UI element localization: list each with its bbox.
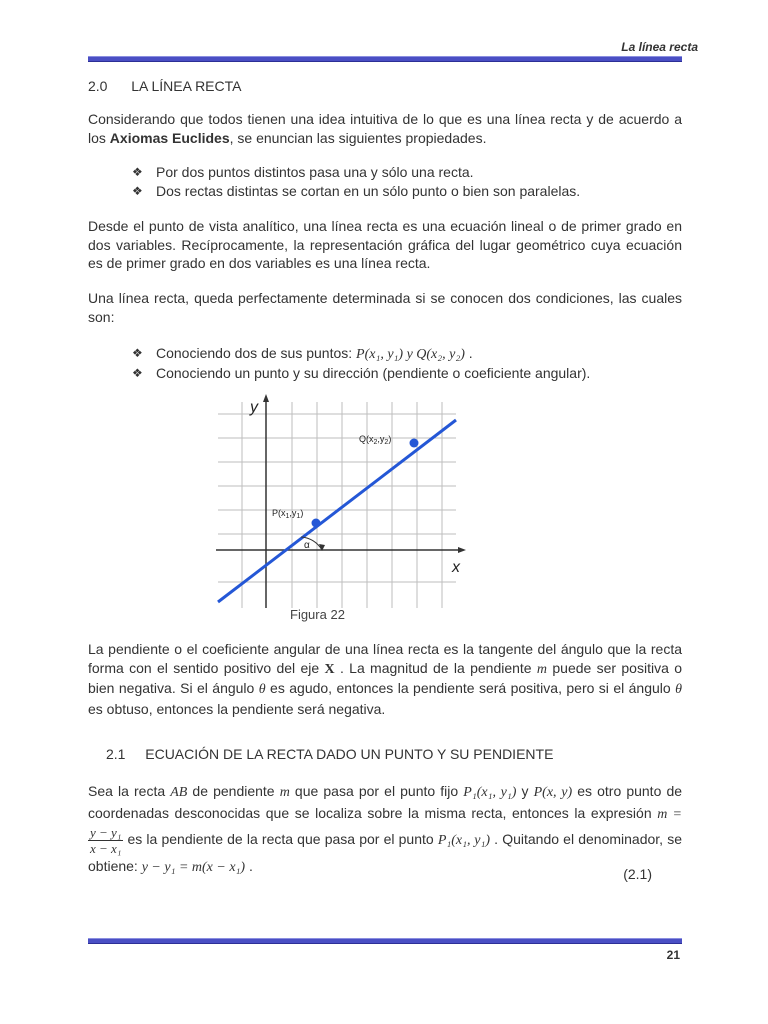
points-formula: P(x₁, y₁) y Q(x₂, y₂) <box>356 347 465 362</box>
intro-paragraph <box>88 110 682 147</box>
y-axis-label: y <box>250 399 258 416</box>
point-p-label: $P(x_1,y_1)$ <box>272 508 304 520</box>
bullet-icon: ❖ <box>132 346 143 360</box>
conditions-intro-paragraph: Una línea recta, queda perfectamente determinada si se conocen dos condiciones, las cuales son: <box>88 290 682 325</box>
m-symbol: m <box>536 661 548 677</box>
conditions-list <box>132 344 692 383</box>
analytic-paragraph: Desde el punto de vista analítico, una línea recta es una ecuación lineal o de primer grado en dos variables. Recíprocamente, la representación gráfica del lugar geométrico cuya ecuación es de primer grado en dos variables es una línea recta. <box>88 218 682 271</box>
section-2-0-heading <box>88 78 241 94</box>
x-axis-label: x <box>452 559 460 576</box>
para-text: Sea la recta <box>88 783 171 799</box>
para-text: . Quitando el denominador, se obtiene: <box>88 831 682 874</box>
grid <box>218 402 456 608</box>
page-number: 21 <box>666 948 680 962</box>
point-slope-paragraph <box>88 781 682 878</box>
list-item <box>132 344 692 364</box>
figure-caption: Figura 22 <box>290 607 345 622</box>
properties-list <box>132 163 692 201</box>
list-item <box>132 182 692 201</box>
para-text: es otro punto de coordenadas desconocidas que se localiza sobre la misma recta, entonces la expresión <box>88 783 683 821</box>
point-q <box>410 439 419 448</box>
fraction-denominator: x − x₁ <box>90 841 122 856</box>
section-2-1-heading <box>106 746 553 762</box>
para-text: que pasa por el punto fijo <box>289 783 464 799</box>
p1-symbol: P₁(x₁, y₁) <box>437 833 490 849</box>
equation-number: (2.1) <box>623 866 652 882</box>
section-number: 2.0 <box>88 78 108 94</box>
para-text: es la pendiente de la recta que pasa por el punto <box>123 831 438 848</box>
para-text: y <box>516 783 534 799</box>
condition-text: Conociendo dos de sus puntos: <box>156 345 357 361</box>
footer-rule <box>88 938 682 944</box>
slope-text: es agudo, entonces la pendiente será positiva, pero si el ángulo <box>265 680 676 696</box>
line-ab <box>218 420 456 602</box>
intro-text-a: Considerando que todos tienen una idea intuitiva de lo que es una línea recta y de acuerdo a los <box>88 111 682 146</box>
header-rule <box>88 56 682 62</box>
theta-symbol: θ <box>258 682 266 697</box>
slope-text: puede ser positiva o bien negativa. Si el ángulo <box>88 659 682 696</box>
para-text: . <box>245 858 253 874</box>
property-text: Dos rectas distintas se cortan en un sólo punto o bien son paralelas. <box>156 183 581 199</box>
slope-text: . La magnitud de la pendiente <box>334 659 537 676</box>
angle-label: α <box>304 540 310 551</box>
axiomas-euclides: Axiomas Euclides <box>109 129 230 146</box>
axis-x-symbol: X <box>324 661 335 677</box>
slope-text: es obtuso, entonces la pendiente será negativa. <box>88 700 386 717</box>
condition-end: . <box>464 345 473 361</box>
bullet-icon: ❖ <box>132 165 143 179</box>
y-axis-arrow-icon <box>263 394 269 402</box>
pxy-symbol: P(x, y) <box>533 785 573 800</box>
m-symbol: m <box>279 785 290 800</box>
section-title: LA LÍNEA RECTA <box>131 78 242 94</box>
slope-paragraph <box>88 640 682 718</box>
point-slope-equation: y − y₁ = m(x − x₁) <box>141 860 246 875</box>
slope-text: La pendiente o el coeficiente angular de una línea recta es la tangente del ángulo que la recta forma con el sentido positivo del eje <box>88 641 682 676</box>
ab-symbol: AB <box>170 785 188 800</box>
point-p <box>312 519 321 528</box>
section-title: ECUACIÓN DE LA RECTA DADO UN PUNTO Y SU PENDIENTE <box>145 746 554 762</box>
section-number: 2.1 <box>106 746 126 762</box>
bullet-icon: ❖ <box>132 366 143 380</box>
property-text: Por dos puntos distintos pasa una y sólo una recta. <box>156 164 474 180</box>
bullet-icon: ❖ <box>132 184 143 198</box>
para-text: de pendiente <box>187 783 280 799</box>
p1-symbol: P₁(x₁, y₁) <box>463 785 517 800</box>
fraction-numerator: y − y₁ <box>90 825 122 840</box>
list-item <box>132 163 692 182</box>
slope-fraction <box>88 825 123 856</box>
figure-22-graph <box>216 390 472 608</box>
running-header: La línea recta <box>621 40 698 54</box>
intro-text-b: , se enuncian las siguientes propiedades. <box>229 129 487 146</box>
list-item <box>132 364 692 383</box>
condition-text: Conociendo un punto y su dirección (pendiente o coeficiente angular). <box>156 365 591 381</box>
point-q-label: $Q(x_2,y_2)$ <box>359 434 392 446</box>
x-axis-arrow-icon <box>458 547 466 553</box>
m-equals: m = <box>657 807 682 822</box>
theta-symbol: θ <box>675 682 682 697</box>
